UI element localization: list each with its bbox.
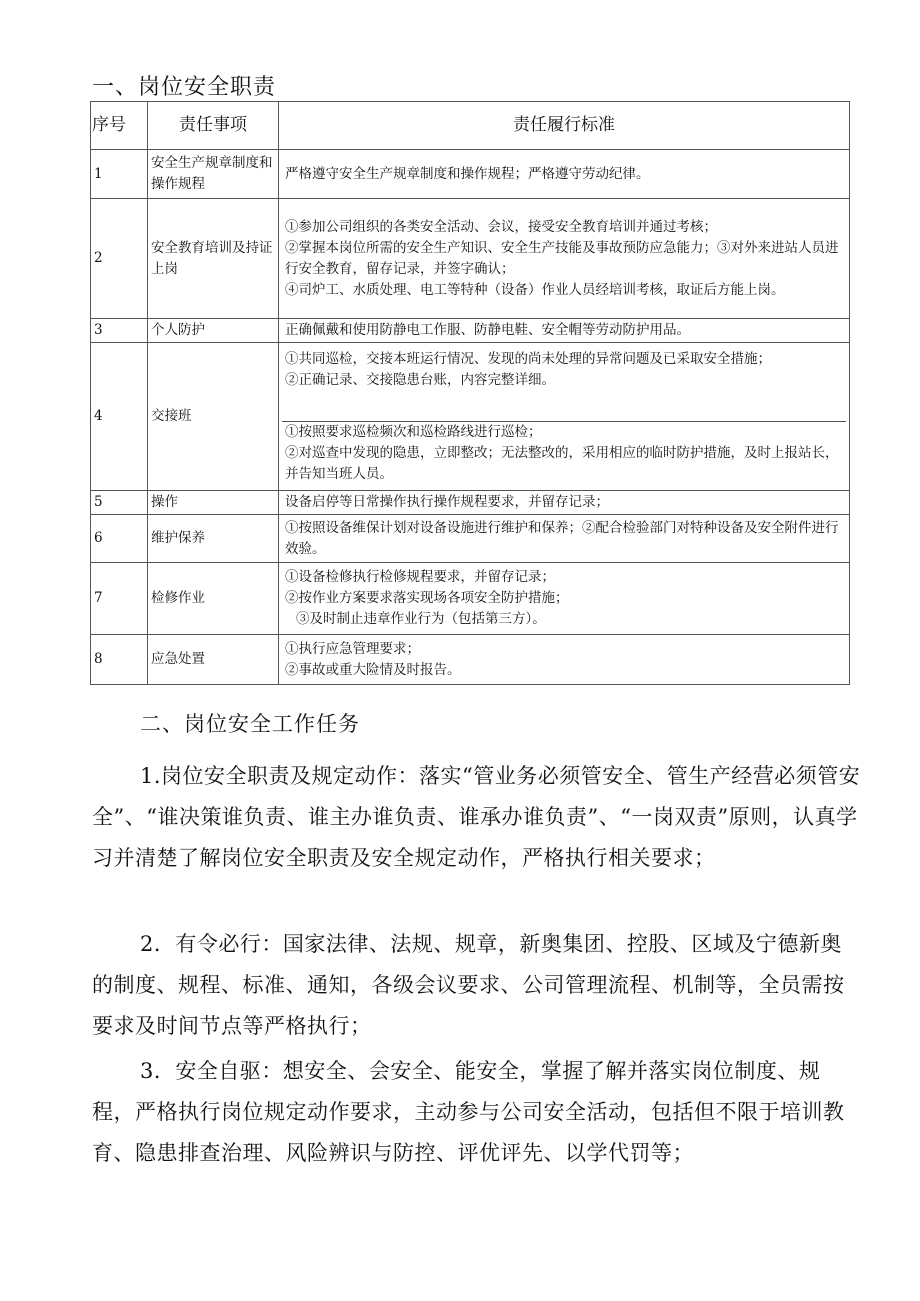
standard-line: ③及时制止违章作业行为（包括第三方）。 (296, 611, 546, 627)
row-standard (279, 199, 850, 319)
row-item: 应急处置 (148, 635, 279, 685)
row-item: 交接班 (148, 343, 279, 491)
row-no: 6 (91, 515, 148, 563)
table-row (91, 319, 850, 343)
task-paragraph-2: 2．有令必行：国家法律、法规、规章，新奥集团、控股、区域及宁德新奥的制度、规程、标准、通知，各级会议要求、公司管理流程、机制等，全员需按要求及时间节点等严格执行； (92, 932, 845, 1038)
standard-line: 严格遵守安全生产规章制度和操作规程；严格遵守劳动纪律。 (285, 165, 650, 182)
standard-line: ①执行应急管理要求； (285, 640, 420, 657)
section-2-title: 二、岗位安全工作任务 (140, 712, 360, 736)
row-item: 操作 (148, 491, 279, 515)
standard-line: ②掌握本岗位所需的安全生产知识、安全生产技能及事故预防应急能力；③对外来进站人员进行安全教育，留存记录，并签字确认； (285, 239, 839, 277)
task-paragraph-1: 1.岗位安全职责及规定动作：落实“管业务必须管安全、管生产经营必须管安全”、“谁决策谁负责、谁主办谁负责、谁承办谁负责”、“一岗双责”原则，认真学习并清楚了解岗位安全职责及安全规定动作，严格执行相关要求； (92, 764, 861, 870)
standard-line: ①参加公司组织的各类安全活动、会议，接受安全教育培训并通过考核； (285, 218, 717, 235)
standard-line: ②按作业方案要求落实现场各项安全防护措施； (285, 590, 569, 606)
standard-block (282, 421, 846, 485)
row-item: 维护保养 (148, 515, 279, 563)
header-no: 序号 (91, 102, 148, 150)
row-no: 1 (91, 150, 148, 199)
row-item: 检修作业 (148, 563, 279, 635)
row-no: 3 (91, 319, 148, 343)
header-standard: 责任履行标准 (279, 102, 850, 150)
row-item: 安全生产规章制度和操作规程 (148, 150, 279, 199)
table-row (91, 635, 850, 685)
header-item: 责任事项 (148, 102, 279, 150)
standard-line: ④司炉工、水质处理、电工等特种（设备）作业人员经培训考核，取证后方能上岗。 (285, 281, 785, 298)
standard-line: ②正确记录、交接隐患台账，内容完整详细。 (285, 371, 555, 388)
row-standard (279, 515, 850, 563)
table-row (91, 199, 850, 319)
row-no: 2 (91, 199, 148, 319)
row-item: 安全教育培训及持证上岗 (148, 199, 279, 319)
standard-line: ②对巡查中发现的隐患，立即整改；无法整改的，采用相应的临时防护措施，及时上报站长，并告知当班人员。 (285, 444, 839, 482)
row-no: 8 (91, 635, 148, 685)
table-row (91, 563, 850, 635)
standard-line: ①按照设备维保计划对设备设施进行维护和保养；②配合检验部门对特种设备及安全附件进行效验。 (285, 519, 839, 557)
table-row (91, 515, 850, 563)
row-standard (279, 635, 850, 685)
table-row (91, 491, 850, 515)
standard-line: ①按照要求巡检频次和巡检路线进行巡检； (285, 423, 542, 440)
row-standard (279, 491, 850, 515)
row-standard (279, 563, 850, 635)
row-item: 个人防护 (148, 319, 279, 343)
standard-line: ①设备检修执行检修规程要求，并留存记录； (285, 569, 555, 585)
section-1-title: 一、岗位安全职责 (92, 75, 277, 100)
task-paragraph-3: 3．安全自驱：想安全、会安全、能安全，掌握了解并落实岗位制度、规程，严格执行岗位规定动作要求，主动参与公司安全活动，包括但不限于培训教育、隐患排查治理、风险辨识与防控、评优评先、以学代罚等； (92, 1059, 845, 1165)
row-no: 5 (91, 491, 148, 515)
table-header-row (91, 102, 850, 150)
standard-line: 正确佩戴和使用防静电工作服、防静电鞋、安全帽等劳动防护用品。 (285, 322, 690, 338)
table-row (91, 150, 850, 199)
row-no: 4 (91, 343, 148, 491)
standard-line: ②事故或重大险情及时报告。 (285, 661, 461, 678)
table-row (91, 343, 850, 491)
standard-block (282, 349, 846, 421)
row-standard (279, 319, 850, 343)
row-no: 7 (91, 563, 148, 635)
row-standard (279, 150, 850, 199)
standard-line: 设备启停等日常操作执行操作规程要求，并留存记录； (285, 494, 609, 510)
standard-line: ①共同巡检，交接本班运行情况、发现的尚未处理的异常问题及已采取安全措施； (285, 350, 771, 367)
responsibility-table (90, 101, 850, 685)
row-standard (279, 343, 850, 491)
